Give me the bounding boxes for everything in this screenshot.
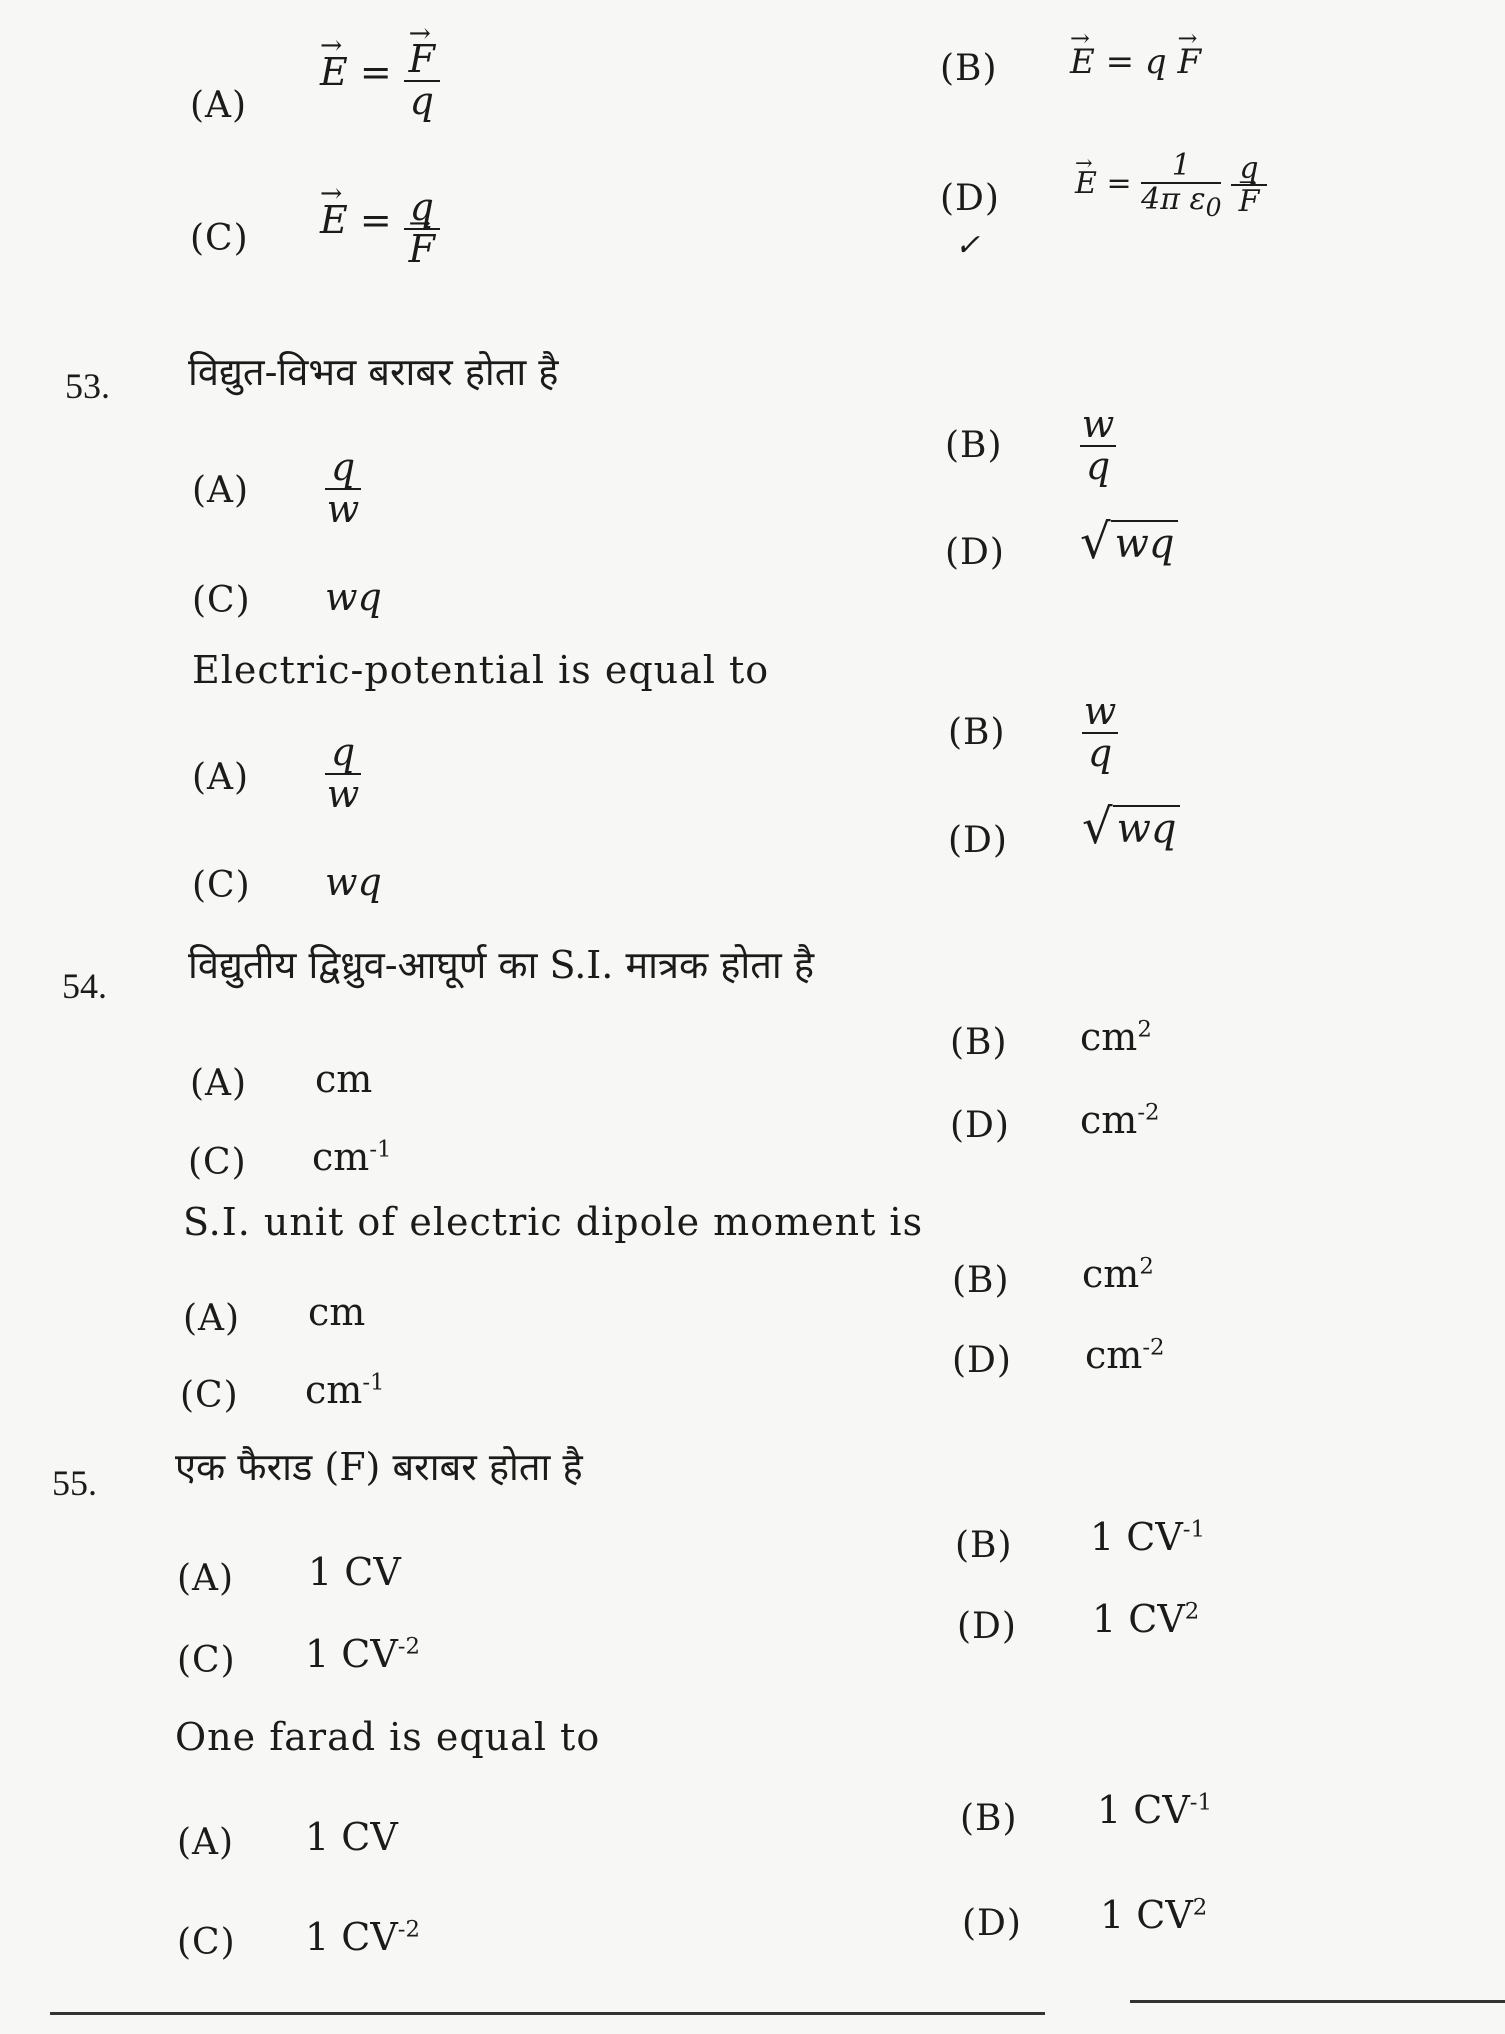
q53-hi-option-a-value <box>325 445 361 531</box>
q54-en-d-base: cm <box>1085 1333 1143 1377</box>
q53-english-text: Electric-potential is equal to <box>192 648 770 692</box>
q55-hi-option-d-label: (D) <box>957 1606 1017 1647</box>
q55-en-a-base: 1 CV <box>305 1815 398 1859</box>
q54-hi-c-base: cm <box>312 1135 370 1179</box>
q52-option-c-label: (C) <box>190 218 249 259</box>
q53-hi-option-c-value: wq <box>325 575 382 619</box>
q53-en-option-c-value: wq <box>325 860 382 904</box>
q53-hi-b-num: w <box>1081 402 1115 446</box>
q54-hi-b-exp: 2 <box>1137 1016 1152 1043</box>
q55-hi-option-b-label: (B) <box>955 1525 1013 1566</box>
q53-hi-option-b-label: (B) <box>945 425 1003 466</box>
q53-number: 53. <box>65 366 110 406</box>
q53-hi-option-c-label: (C) <box>192 580 251 621</box>
q53-en-option-d-value: √ wq <box>1082 803 1180 851</box>
q55-hi-b-exp: -1 <box>1182 1516 1205 1543</box>
q54-en-b-base: cm <box>1082 1252 1140 1296</box>
q52-d-coef-num: 1 <box>1171 148 1191 183</box>
q53-hi-option-d-value: √ wq <box>1080 518 1178 566</box>
q54-hi-c-exp: -1 <box>369 1136 392 1163</box>
q54-en-option-c-label: (C) <box>180 1375 239 1416</box>
answer-tick-mark: ✓ <box>955 228 981 263</box>
q53-en-option-b-label: (B) <box>948 712 1006 753</box>
q54-hi-a-base: cm <box>315 1057 373 1101</box>
q53-en-option-d-label: (D) <box>948 820 1008 861</box>
q54-number: 54. <box>62 966 107 1006</box>
q54-en-option-b-label: (B) <box>952 1260 1010 1301</box>
q55-hi-d-base: 1 CV <box>1092 1597 1185 1641</box>
q55-en-option-c-value <box>305 1915 420 1959</box>
q55-en-b-exp: -1 <box>1189 1789 1212 1816</box>
q55-en-option-d-label: (D) <box>962 1903 1022 1944</box>
q52-d-coef-sub: 0 <box>1205 192 1222 222</box>
q55-hi-option-d-value <box>1092 1597 1199 1641</box>
q55-hi-b-base: 1 CV <box>1090 1515 1183 1559</box>
q54-hi-option-b-label: (B) <box>950 1022 1008 1063</box>
q52-b-lhs: → E <box>1070 42 1095 82</box>
q55-en-option-d-value <box>1100 1893 1207 1937</box>
q55-en-option-c-label: (C) <box>177 1922 236 1963</box>
q55-hi-option-a-label: (A) <box>177 1558 235 1599</box>
q55-en-option-b-value <box>1097 1788 1212 1832</box>
q53-hi-a-den: w <box>326 486 360 531</box>
q52-option-a-label: (A) <box>190 85 248 126</box>
q54-hi-option-c-value <box>312 1135 392 1179</box>
q52-a-num: → F <box>409 40 435 80</box>
footer-rule-left <box>50 2012 1045 2015</box>
q55-hi-option-b-value <box>1090 1515 1205 1559</box>
q55-hi-option-c-label: (C) <box>177 1640 236 1681</box>
q55-hi-c-base: 1 CV <box>305 1632 398 1676</box>
q54-en-option-b-value <box>1082 1252 1154 1296</box>
q54-hi-option-b-value <box>1080 1015 1152 1059</box>
q55-hindi-text: एक फैराड (F) बराबर होता है <box>175 1445 583 1489</box>
q53-en-option-b-value <box>1082 689 1118 775</box>
q54-hi-d-exp: -2 <box>1137 1099 1160 1126</box>
q55-hi-c-exp: -2 <box>397 1633 420 1660</box>
q54-hi-option-a-label: (A) <box>190 1063 248 1104</box>
q54-hi-option-c-label: (C) <box>188 1142 247 1183</box>
q55-en-c-exp: -2 <box>397 1916 420 1943</box>
footer-rule-right <box>1130 2000 1505 2003</box>
q54-en-option-d-value <box>1085 1333 1165 1377</box>
q55-number: 55. <box>52 1463 97 1503</box>
q54-en-option-c-value <box>305 1368 385 1412</box>
q52-b-rhs: → F <box>1178 42 1202 82</box>
q54-en-b-exp: 2 <box>1139 1253 1154 1280</box>
q54-en-c-exp: -1 <box>362 1369 385 1396</box>
q55-en-option-b-label: (B) <box>960 1798 1018 1839</box>
q55-english-text: One farad is equal to <box>175 1715 601 1759</box>
q55-hi-a-base: 1 CV <box>308 1550 401 1594</box>
q52-option-d-formula: → E = $\frac{1}{4\pi \varepsilon_0}$ q → F <box>1075 150 1267 221</box>
q55-hi-d-exp: 2 <box>1184 1598 1200 1625</box>
q52-b-eq: = q <box>1105 42 1167 82</box>
q55-hi-option-c-value <box>305 1632 420 1676</box>
q52-option-d-label: (D) <box>940 178 1000 219</box>
q53-en-a-den: w <box>326 771 360 816</box>
q52-c-num: q <box>409 185 434 229</box>
q55-en-d-base: 1 CV <box>1100 1893 1193 1937</box>
q53-hindi-text: विद्युत-विभव बराबर होता है <box>188 350 559 394</box>
q53-en-option-c-label: (C) <box>192 865 251 906</box>
q53-hi-option-a-label: (A) <box>192 470 250 511</box>
q54-hi-b-base: cm <box>1080 1015 1138 1059</box>
q53-en-a-num: q <box>330 730 356 774</box>
q54-en-a-base: cm <box>308 1290 366 1334</box>
q53-en-b-den: q <box>1087 730 1113 775</box>
q55-en-c-base: 1 CV <box>305 1915 398 1959</box>
q55-en-d-exp: 2 <box>1192 1894 1208 1921</box>
q52-d-den: → F <box>1239 186 1260 218</box>
q52-option-c-formula: → E = q → F <box>320 188 440 270</box>
q54-en-option-a-value <box>308 1290 365 1334</box>
q52-option-b-formula <box>1070 42 1201 82</box>
q54-en-d-exp: -2 <box>1142 1334 1165 1361</box>
q55-en-b-base: 1 CV <box>1097 1788 1190 1832</box>
q52-a-den: q <box>409 78 434 123</box>
q53-en-d-radicand: wq <box>1113 805 1181 851</box>
q52-d-coef-den: 4π ε <box>1141 181 1206 217</box>
q54-en-option-d-label: (D) <box>952 1340 1012 1381</box>
q54-hi-d-base: cm <box>1080 1098 1138 1142</box>
q53-en-option-a-label: (A) <box>192 757 250 798</box>
q54-hi-option-d-label: (D) <box>950 1105 1010 1146</box>
q54-en-option-a-label: (A) <box>183 1298 241 1339</box>
q52-c-den: → F <box>409 230 435 270</box>
q54-english-text: S.I. unit of electric dipole moment is <box>183 1200 924 1244</box>
q53-en-b-num: w <box>1083 689 1117 733</box>
q54-hindi-text: विद्युतीय द्विध्रुव-आघूर्ण का S.I. मात्रक होता है <box>188 943 815 987</box>
q54-hi-option-a-value <box>315 1057 372 1101</box>
q54-hi-option-d-value <box>1080 1098 1160 1142</box>
q53-hi-d-radicand: wq <box>1111 520 1179 566</box>
q52-option-b-label: (B) <box>940 48 998 89</box>
q55-hi-option-a-value <box>308 1550 401 1594</box>
q53-hi-option-d-label: (D) <box>945 532 1005 573</box>
q53-hi-a-num: q <box>330 445 356 489</box>
q52-option-a-formula: → E = → $\frac{F}{q}$ <box>320 40 440 122</box>
q53-hi-b-den: q <box>1085 443 1111 488</box>
q55-en-option-a-value <box>305 1815 398 1859</box>
q52-d-num: q <box>1239 150 1259 186</box>
q55-en-option-a-label: (A) <box>177 1822 235 1863</box>
q53-hi-option-b-value <box>1080 402 1116 488</box>
q53-en-option-a-value <box>325 730 361 816</box>
q54-en-c-base: cm <box>305 1368 363 1412</box>
